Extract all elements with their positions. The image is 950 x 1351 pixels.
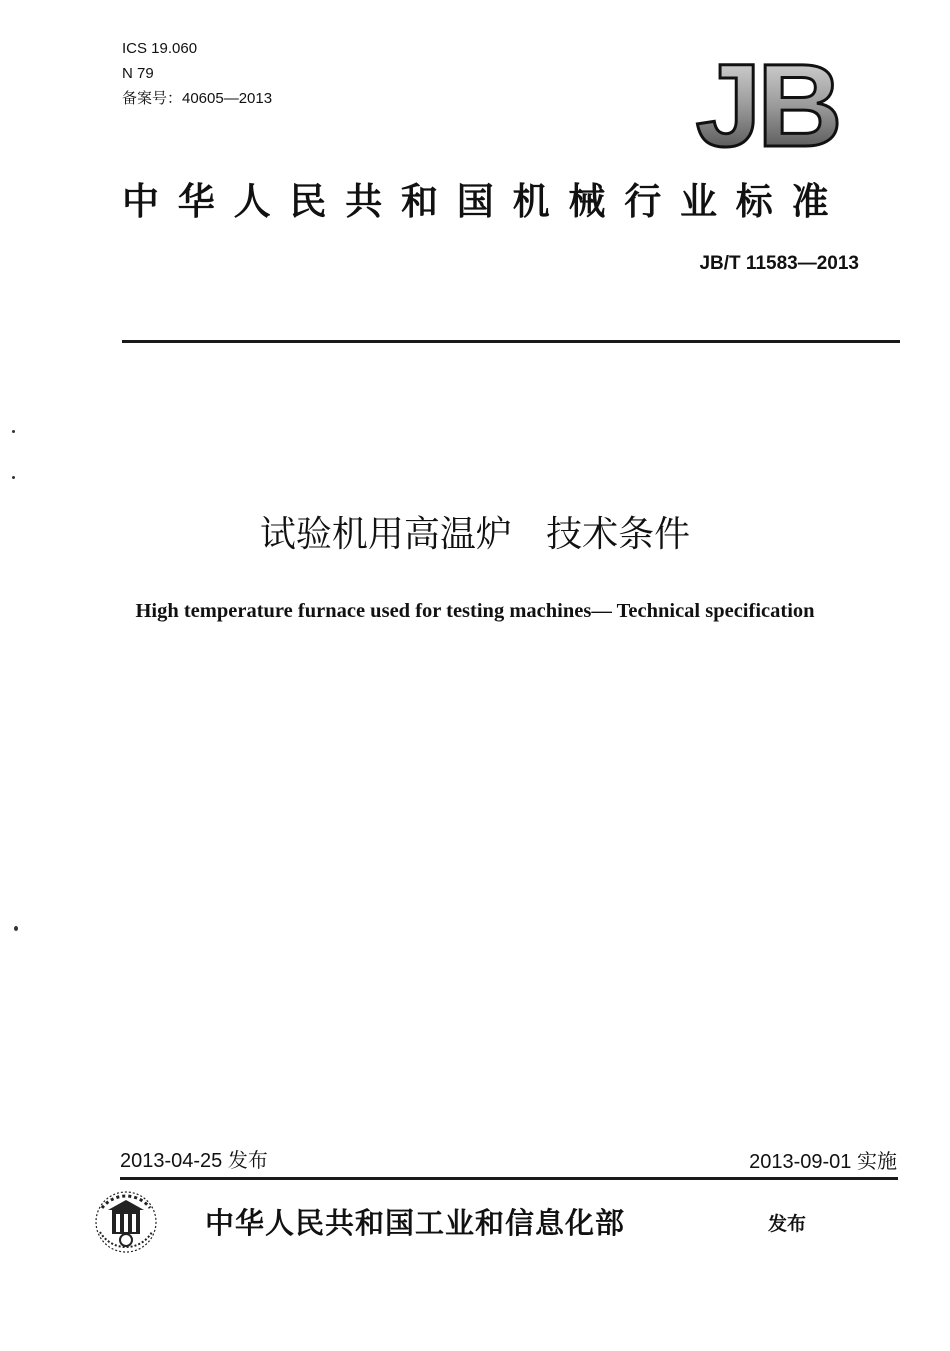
ccs-code: N 79 xyxy=(122,65,154,82)
effective-date: 2013-09-01 实施 xyxy=(749,1151,897,1173)
agency-title: 中华人民共和国机械行业标准 xyxy=(122,180,848,223)
issue-date: 2013-04-25 发布 xyxy=(120,1150,268,1172)
standard-number: JB/T 11583—2013 xyxy=(699,253,859,274)
scan-speck xyxy=(12,476,15,479)
ics-code: ICS 19.060 xyxy=(122,40,198,57)
jb-logo xyxy=(675,50,860,158)
footer-divider xyxy=(120,1177,898,1180)
record-number: 备案号：40605—2013 xyxy=(122,90,273,107)
scan-speck xyxy=(14,926,18,931)
header-divider xyxy=(122,340,900,343)
ministry-emblem-icon xyxy=(86,1188,166,1256)
scan-speck xyxy=(12,430,15,433)
publisher-name: 中华人民共和国工业和信息化部 xyxy=(205,1206,626,1240)
publisher-suffix: 发布 xyxy=(768,1213,807,1235)
jb-logo-text: JB xyxy=(695,50,839,158)
chinese-title: 试验机用高温炉 技术条件 xyxy=(259,514,691,555)
english-title: High temperature furnace used for testing machines— Technical specification xyxy=(135,600,815,622)
